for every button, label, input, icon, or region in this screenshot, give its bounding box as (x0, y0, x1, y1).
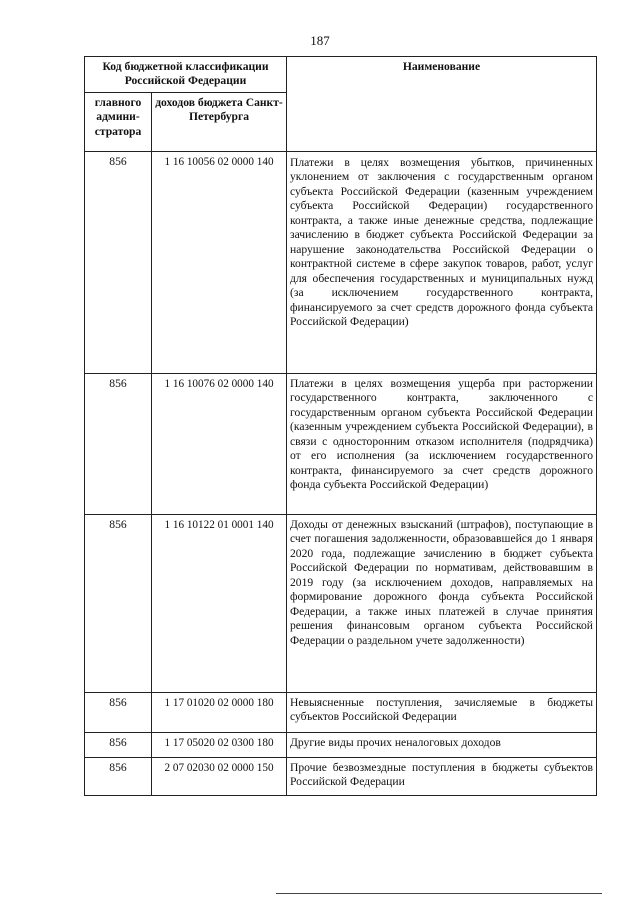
income-code-cell: 2 07 02030 02 0000 150 (152, 757, 287, 795)
table-row (85, 757, 597, 795)
name-cell: Прочие безвозмездные поступления в бюджеты субъектов Российской Федерации (287, 757, 597, 795)
table-row (85, 151, 597, 373)
income-code-cell: 1 16 10056 02 0000 140 (152, 151, 287, 373)
admin-code-cell: 856 (85, 514, 152, 692)
bottom-divider (276, 893, 602, 894)
header-budget-income: доходов бюджета Санкт-Петербурга (152, 92, 287, 151)
header-chief-administrator: главного админи-стратора (85, 92, 152, 151)
table-row (85, 692, 597, 732)
table-row (85, 514, 597, 692)
income-code-cell: 1 16 10122 01 0001 140 (152, 514, 287, 692)
income-code-cell: 1 17 05020 02 0300 180 (152, 732, 287, 757)
name-cell: Платежи в целях возмещения ущерба при расторжении государственного контракта, заключенного с государственным органом субъекта Российской Федерации (казенным учреждением субъекта Российской Федерации), в связи с односторонним отказом исполнителя (подрядчика) от его исполнения (за исключением государственного контракта, финансируемого за счет средств дорожного фонда субъекта Российской Федерации) (287, 373, 597, 514)
admin-code-cell: 856 (85, 692, 152, 732)
table-row (85, 732, 597, 757)
income-code-cell: 1 17 01020 02 0000 180 (152, 692, 287, 732)
admin-code-cell: 856 (85, 373, 152, 514)
name-cell: Другие виды прочих неналоговых доходов (287, 732, 597, 757)
admin-code-cell: 856 (85, 151, 152, 373)
budget-classification-table (84, 56, 597, 796)
admin-code-cell: 856 (85, 732, 152, 757)
table-row (85, 373, 597, 514)
name-cell: Невыясненные поступления, зачисляемые в бюджеты субъектов Российской Федерации (287, 692, 597, 732)
header-name: Наименование (287, 57, 597, 152)
income-code-cell: 1 16 10076 02 0000 140 (152, 373, 287, 514)
name-cell: Доходы от денежных взысканий (штрафов), поступающие в счет погашения задолженности, образовавшейся до 1 января 2020 года, подлежащие зачислению в бюджет субъекта Российской Федерации по нормативам, действовавшим в 2019 году (за исключением доходов, направляемых на формирование дорожного фонда субъекта Российской Федерации, а также иных платежей в случае принятия решения финансовым органом субъекта Российской Федерации о раздельном учете задолженности) (287, 514, 597, 692)
page-number: 187 (310, 33, 330, 48)
name-cell: Платежи в целях возмещения убытков, причиненных уклонением от заключения с государственным органом субъекта Российской Федерации (казенным учреждением субъекта Российской Федерации) государственного контракта, а также иные денежные средства, подлежащие зачислению в бюджет субъекта Российской Федерации за нарушение законодательства Российской Федерации о контрактной системе в сфере закупок товаров, работ, услуг для обеспечения государственных и муниципальных нужд (за исключением государственного контракта, финансируемого за счет средств дорожного фонда субъекта Российской Федерации) (287, 151, 597, 373)
admin-code-cell: 856 (85, 757, 152, 795)
header-classification-code: Код бюджетной классификации Российской Федерации (85, 57, 287, 93)
